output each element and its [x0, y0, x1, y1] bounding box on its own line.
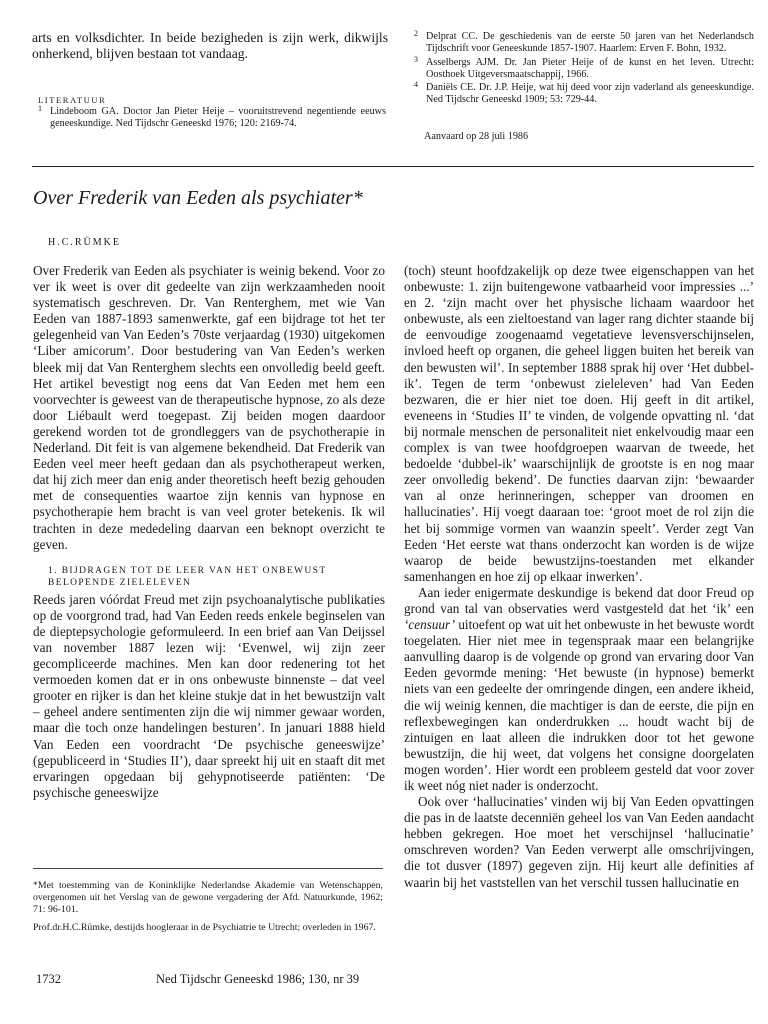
reference-1: [38, 106, 386, 131]
reference-number: 1: [38, 104, 42, 113]
reference-4: [414, 82, 754, 107]
reference-list-right: [414, 31, 754, 108]
right-paragraph-3: Ook over ‘hallucinaties’ vinden wij bij Van Eeden opvattingen die pas in de laatste decenniën geheel los van Van Eeden aandacht hebben gekregen. Hoe moet het verschijnsel ‘hallucinatie’ omschreven worden? Van Eeden verwerpt alle omschrijvingen, die tot dusver (1897) gegeven zijn. Hij keurt alle definities af waarin bij het vaststellen van het verschil tussen hallucinatie en: [404, 794, 754, 890]
reference-text: Asselbergs AJM. Dr. Jan Pieter Heije of de kunst en het leven. Utrecht: Oosthoek Uitgeversmaatschappij, 1966.: [426, 56, 754, 80]
page-number: 1732: [36, 972, 61, 986]
section-paragraph: Reeds jaren vóórdat Freud met zijn psychoanalytische publikaties op de voorgrond trad, had Van Eeden reeds enkele beginselen van de dieptepsychologie geformuleerd. In een brief aan Van Deijssel van november 1887 lezen wij: ‘Evenwel, wij zijn zeer gecompliceerde machines. Men kan door redenering tot het vermoeden komen dat er in ons onbewuste binnenste – dat veel grooter en rijker is dan het kleine stukje dat in het bewustzijn valt – geheel andere sentimenten zijn die wij nimmer gewaar worden, maar die toch onze handelingen besturen’. In januari 1888 hield Van Eeden een voordracht ‘De psychische geneeswijze’ (gepubliceerd in ‘Studies II’), daar spreekt hij uit en staaft dit met ervaringen opgedaan bij gehypnotiseerde patiënten: ‘De psychische geneeswijze: [33, 591, 385, 800]
right-paragraph-2: [404, 585, 754, 794]
author-name: H.C.RÜMKE: [48, 237, 122, 248]
reference-list-left: [38, 106, 386, 132]
section-divider: [32, 166, 754, 167]
reference-2: [414, 31, 754, 56]
reference-text: Daniëls CE. Dr. J.P. Heije, wat hij deed voor zijn vaderland als geneeskundige. Ned Tijdschr Geneeskd 1909; 53: 729-44.: [426, 82, 754, 106]
journal-citation: Ned Tijdschr Geneeskd 1986; 130, nr 39: [156, 972, 360, 986]
previous-article-ending: arts en volksdichter. In beide bezigheden is zijn werk, dikwijls onherkend, blijven bestaan tot vandaag.: [32, 30, 388, 61]
footnote-divider: [33, 868, 383, 869]
section-heading: 1. BIJDRAGEN TOT DE LEER VAN HET ONBEWUST BELOPENDE ZIELELEVEN: [48, 565, 327, 589]
left-column: [33, 263, 385, 801]
paragraph-text: Aan ieder enigermate deskundige is bekend dat door Freud op grond van tal van observaties werd vastgesteld dat het ‘ik’ een: [404, 584, 754, 616]
reference-text: Lindeboom GA. Doctor Jan Pieter Heije – vooruitstrevend negentiende eeuws geneeskundige. Ned Tijdschr Geneeskd 1976; 120: 2169-74.: [50, 106, 386, 130]
article-title: Over Frederik van Eeden als psychiater*: [33, 187, 363, 209]
reference-number: 2: [414, 29, 418, 38]
reference-number: 3: [414, 54, 418, 64]
italic-term-censuur: ‘censuur’: [404, 617, 456, 633]
paragraph-text: uitoefent op wat uit het onbewuste in het bewuste wordt toegelaten. Hier niet mee in tegenspraak maar een belangrijke aanvulling daarop is de volgende op grond van ervaring door Van Eeden gevormde mening: ‘Het bewuste (in hypnose) bemerkt niets van een gedeelte der omringende dingen, een andere ikheid, die wij weinig kennen, die machtiger is dan de eerste, die pijn en reflexbewegingen kan onderdrukken ... houdt wacht bij de zintuigen en laat alleen die indrukken door tot het gewone bewustzijn, die hij weet, dat volgens het consigne doorgelaten mogen worden’. Hier wordt een probleem gesteld dat voor zover ik weet nóg niet nader is onderzocht.: [404, 617, 754, 793]
right-column: [404, 263, 754, 891]
intro-paragraph: Over Frederik van Eeden als psychiater is weinig bekend. Voor zo ver ik weet is over dit gedeelte van zijn werkzaamheden nooit systematisch geschreven. Dr. Van Renterghem, met wie Van Eeden van 1887-1893 samenwerkte, gaf een bijdrage tot het ter gelegenheid van Van Eeden’s 70ste verjaardag (1930) uitgekomen ‘Liber amicorum’. Door bestudering van Van Eeden’s werken bleek mij dat Van Renterghem slechts een onvolledig beeld geeft. Het artikel bevestigt nog eens dat Van Eeden met hem een voorvechter is geweest van de therapeutische hypnose, zo als deze door Liébault werd toegepast. Zij beiden mogen daardoor gerekend worden tot de grondleggers van de psychotherapie in Nederland. Dit feit is van algemene bekendheid. Dat Frederik van Eeden veel meer heeft gedaan dan als psychotherapeut werken, dat hij zich meer dan enig ander theoretisch heeft bezig gehouden met de consequenties waartoe zijn kennis van hypnose en psychotherapie hem bracht is van veel groter betekenis. Ik wil trachten in deze mededeling daarvan een beknopt overzicht te geven.: [33, 263, 385, 552]
right-paragraph-1: (toch) steunt hoofdzakelijk op deze twee eigenschappen van het onbewuste: 1. zijn buitengewone vatbaarheid voor impressies ...’ en 2. ‘zijn macht over het physische lichaam waardoor het onbewuste, als een zieltoestand van lager rang dichter staande bij de eenvoudige zoogenaamd vegetatieve levensverschijnselen, invloed heeft op organen, die geheel liggen buiten het bereik van den bewusten wil’. In september 1888 sprak hij over ‘Het dubbel-ik’. Tegen de term ‘onbewust zieleleven’ had Van Eeden bezwaren, die er hier niet toe doen. Hij geeft in dit artikel, eveneens in ‘Studies II’ te vinden, de volgende opvatting nl. ‘dat bij normale menschen de personaliteit niet enkelvoudig maar een complex is van twee hoofdgroepen waarvan de tweede, het bedoelde ‘dubbel-ik’ waarschijnlijk de grootste is en nog maar zeer onvolledig bekend’. De functies daarvan zijn: ‘bewaarder van al onze herinneringen, schepper van droomen en hallucinaties’. Hij voegt daaraan toe: ‘groot moet de rol zijn die het bij sommige vormen van waanzin speelt’. Verder zegt Van Eeden ‘Het eerste wat thans onderzocht kan worden is de wijze waarop de beide bewustzijns-toestanden met elkander samenhangen en hoe zij op elkaar inwerken’.: [404, 263, 754, 584]
footnotes: [33, 880, 383, 940]
reference-number: 4: [414, 80, 418, 90]
reference-3: [414, 54, 754, 82]
accepted-date: Aanvaard op 28 juli 1986: [424, 131, 529, 142]
reference-text: Delprat CC. De geschiedenis van de eerste 50 jaren van het Nederlandsch Tijdschrift voor Geneeskunde 1857-1907. Haarlem: Erven F. Bohn, 1932.: [426, 31, 754, 55]
literature-heading: LITERATUUR: [38, 95, 107, 105]
footnote-permission: *Met toestemming van de Koninklijke Nederlandse Akademie van Wetenschappen, overgenomen uit het Verslag van de gewone vergadering der Afd. Natuurkunde, 1962; 71: 96-101.: [33, 880, 383, 915]
footnote-author: Prof.dr.H.C.Rümke, destijds hoogleraar in de Psychiatrie te Utrecht; overleden in 1967.: [33, 922, 376, 933]
